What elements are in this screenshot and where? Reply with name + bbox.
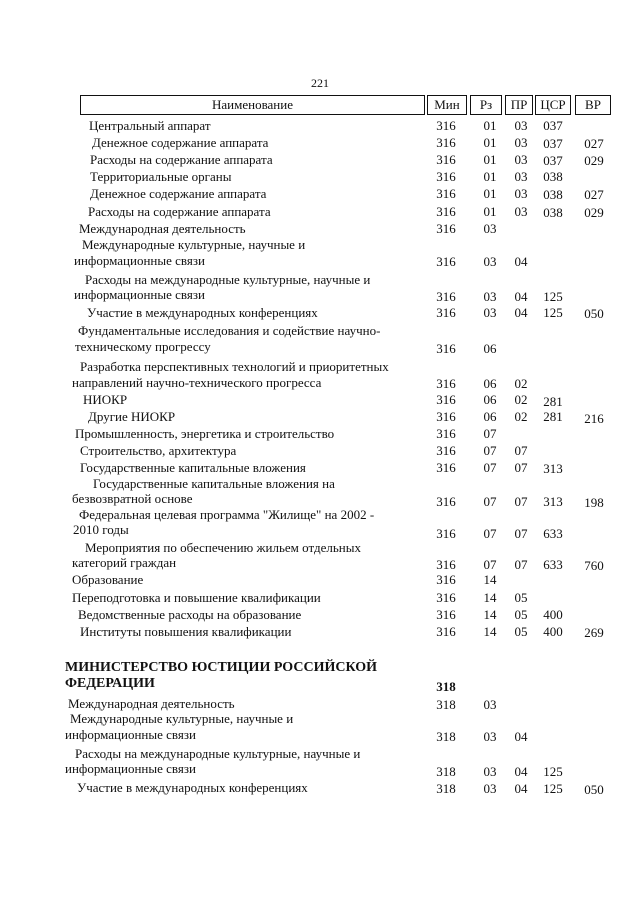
row-pr: 04 [514,254,528,269]
row-csr: 038 [543,205,563,220]
row-rz: 06 [483,409,497,424]
row-name: Расходы на международные культурные, научные и [75,746,361,761]
row-csr: 281 [543,394,563,409]
row-vr: 027 [584,187,604,202]
row-csr: 281 [543,409,563,424]
row-rz: 03 [483,697,497,712]
row-pr: 04 [514,781,528,796]
row-name: Международные культурные, научные и [82,237,306,252]
row-vr: 050 [584,782,604,797]
row-rz: 03 [483,764,497,779]
row-pr: 05 [514,590,528,605]
row-pr: 03 [514,152,528,167]
row-name: Мероприятия по обеспечению жильем отдельных [85,540,361,555]
row-rz: 03 [483,254,497,269]
row-csr: 037 [543,153,563,168]
row-name-continued: информационные связи [65,761,196,776]
row-min: 316 [436,221,456,236]
row-name: Государственные капитальные вложения [80,460,306,475]
row-csr: 313 [543,494,563,509]
row-min: 316 [436,409,456,424]
row-pr: 03 [514,186,528,201]
row-name: Разработка перспективных технологий и приоритетных [80,359,389,374]
row-name-continued: информационные связи [65,727,196,742]
row-vr: 269 [584,625,604,640]
row-name: Международные культурные, научные и [70,711,294,726]
row-name: Строительство, архитектура [80,443,237,458]
header-name: Наименование [80,95,425,115]
row-min: 316 [436,572,456,587]
header-csr: ЦСР [535,95,571,115]
row-name-continued: безвозвратной основе [72,491,193,506]
row-vr: 050 [584,306,604,321]
row-csr: 037 [543,136,563,151]
row-pr: 07 [514,443,528,458]
row-name-continued: направлений научно-технического прогресса [72,375,322,390]
row-rz: 07 [483,557,497,572]
row-name: Институты повышения квалификации [80,624,292,639]
row-rz: 14 [483,590,497,605]
row-vr: 029 [584,205,604,220]
row-pr: 03 [514,118,528,133]
row-csr: 633 [543,557,563,572]
ministry-code: 318 [436,679,456,694]
row-min: 316 [436,607,456,622]
row-name: Территориальные органы [90,169,232,184]
row-name-continued: 2010 годы [73,522,129,537]
row-name: Расходы на содержание аппарата [90,152,273,167]
row-csr: 038 [543,169,563,184]
row-rz: 06 [483,341,497,356]
row-rz: 07 [483,426,497,441]
row-csr: 125 [543,781,563,796]
row-rz: 03 [483,729,497,744]
row-csr: 037 [543,118,563,133]
row-name: Расходы на содержание аппарата [88,204,271,219]
row-rz: 01 [483,152,497,167]
row-rz: 01 [483,204,497,219]
row-rz: 01 [483,186,497,201]
row-name: Денежное содержание аппарата [92,135,269,150]
row-csr: 038 [543,187,563,202]
row-name: Международная деятельность [79,221,246,236]
row-name: Фундаментальные исследования и содействие научно- [78,323,381,338]
row-csr: 400 [543,624,563,639]
row-rz: 03 [483,221,497,236]
row-csr: 313 [543,461,563,476]
row-pr: 07 [514,494,528,509]
row-min: 318 [436,697,456,712]
row-rz: 07 [483,526,497,541]
row-min: 316 [436,376,456,391]
row-min: 316 [436,186,456,201]
row-pr: 03 [514,169,528,184]
row-min: 316 [436,494,456,509]
header-min: Мин [427,95,467,115]
row-csr: 125 [543,289,563,304]
row-min: 318 [436,781,456,796]
row-name-continued: информационные связи [74,287,205,302]
row-min: 316 [436,341,456,356]
ministry-name-continued: ФЕДЕРАЦИИ [65,676,155,691]
row-name: Ведомственные расходы на образование [78,607,302,622]
row-pr: 02 [514,392,528,407]
row-vr: 029 [584,153,604,168]
row-rz: 01 [483,135,497,150]
row-pr: 02 [514,409,528,424]
row-csr: 633 [543,526,563,541]
row-min: 316 [436,590,456,605]
row-min: 318 [436,729,456,744]
row-vr: 027 [584,136,604,151]
header-pr: ПР [505,95,533,115]
row-pr: 02 [514,376,528,391]
row-min: 316 [436,426,456,441]
row-name-continued: информационные связи [74,253,205,268]
row-rz: 03 [483,305,497,320]
row-min: 316 [436,624,456,639]
ministry-name: МИНИСТЕРСТВО ЮСТИЦИИ РОССИЙСКОЙ [65,660,378,675]
row-pr: 03 [514,204,528,219]
row-csr: 125 [543,764,563,779]
header-rz: Рз [470,95,502,115]
row-rz: 06 [483,376,497,391]
row-min: 316 [436,392,456,407]
row-vr: 760 [584,558,604,573]
row-rz: 07 [483,460,497,475]
row-rz: 07 [483,494,497,509]
row-name: НИОКР [83,392,128,407]
row-min: 316 [436,204,456,219]
row-min: 316 [436,169,456,184]
row-rz: 14 [483,607,497,622]
row-vr: 216 [584,411,604,426]
row-name: Участие в международных конференциях [77,780,308,795]
row-min: 316 [436,135,456,150]
row-min: 316 [436,254,456,269]
row-pr: 04 [514,729,528,744]
row-min: 316 [436,460,456,475]
row-csr: 125 [543,305,563,320]
row-name: Центральный аппарат [89,118,211,133]
row-min: 316 [436,526,456,541]
row-min: 316 [436,152,456,167]
row-min: 316 [436,118,456,133]
row-name: Участие в международных конференциях [87,305,318,320]
row-name-continued: техническому прогрессу [75,339,211,354]
row-rz: 01 [483,118,497,133]
row-pr: 04 [514,305,528,320]
row-csr: 400 [543,607,563,622]
row-pr: 04 [514,289,528,304]
row-min: 316 [436,443,456,458]
row-rz: 14 [483,572,497,587]
row-min: 316 [436,289,456,304]
row-pr: 05 [514,607,528,622]
row-rz: 03 [483,781,497,796]
row-pr: 05 [514,624,528,639]
row-min: 316 [436,305,456,320]
row-pr: 07 [514,460,528,475]
row-name: Переподготовка и повышение квалификации [72,590,321,605]
row-name: Промышленность, энергетика и строительство [75,426,335,441]
row-name: Денежное содержание аппарата [90,186,267,201]
row-pr: 03 [514,135,528,150]
row-name: Расходы на международные культурные, научные и [85,272,371,287]
header-vr: ВР [575,95,611,115]
page-number: 221 [311,76,329,90]
row-name: Образование [72,572,144,587]
row-min: 316 [436,557,456,572]
row-rz: 14 [483,624,497,639]
row-rz: 01 [483,169,497,184]
row-name: Международная деятельность [68,696,235,711]
row-pr: 04 [514,764,528,779]
row-vr: 198 [584,495,604,510]
row-min: 318 [436,764,456,779]
row-pr: 07 [514,526,528,541]
row-rz: 07 [483,443,497,458]
row-name: Другие НИОКР [88,409,176,424]
row-pr: 07 [514,557,528,572]
row-name-continued: категорий граждан [72,555,177,570]
row-name: Федеральная целевая программа "Жилище" на 2002 - [79,507,375,522]
row-rz: 03 [483,289,497,304]
row-name: Государственные капитальные вложения на [93,476,335,491]
row-rz: 06 [483,392,497,407]
